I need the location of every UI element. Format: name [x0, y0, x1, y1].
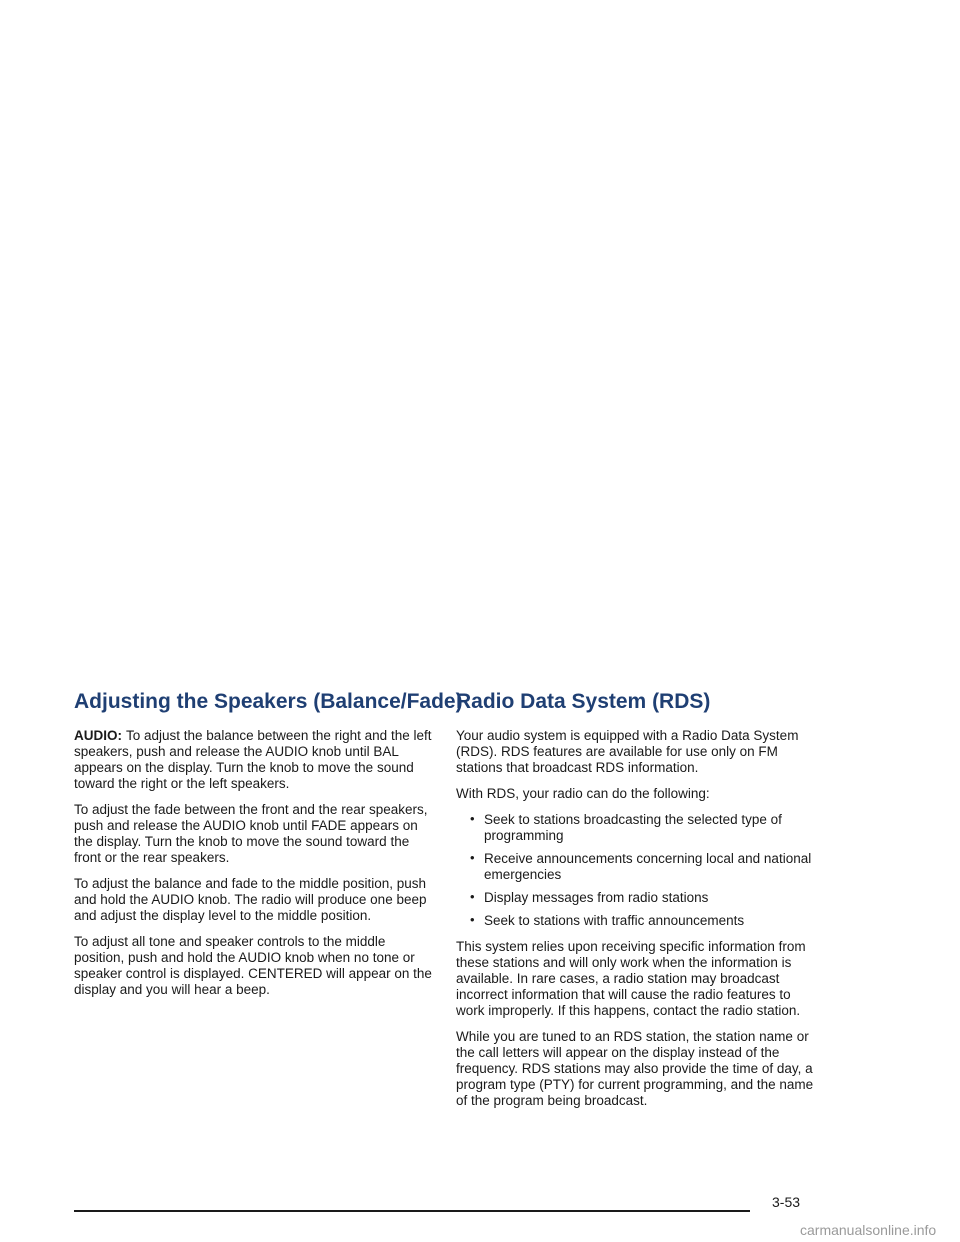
paragraph-middle-position: To adjust the balance and fade to the middle position, push and hold the AUDIO knob. The radio will produce one beep and adjust the display level to the middle position. — [74, 876, 427, 923]
paragraph-audio-balance — [74, 728, 436, 792]
footer-rule — [74, 1210, 750, 1212]
bullet-icon: • — [470, 912, 475, 927]
paragraph-text: To adjust the balance between the right and the left speakers, push and release the AUDIO knob until BAL appears on the display. Turn the knob to move the sound toward the right or the left speakers. — [74, 728, 432, 791]
list-item: • Display messages from radio stations — [470, 889, 709, 905]
paragraph-rds-reliance: This system relies upon receiving specific information from these stations and will only work when the information is available. In rare cases, a radio station may broadcast incorrect information that will cause the radio features to work improperly. If this happens, contact the radio station. — [456, 939, 806, 1018]
page-number: 3-53 — [772, 1194, 801, 1210]
list-item: • Receive announcements concerning local and national emergencies — [470, 850, 812, 882]
paragraph-rds-features-intro: With RDS, your radio can do the following: — [456, 786, 710, 801]
paragraph-rds-intro: Your audio system is equipped with a Radio Data System (RDS). RDS features are available for use only on FM stations that broadcast RDS information. — [456, 728, 799, 775]
section-heading-rds: Radio Data System (RDS) — [456, 690, 711, 713]
left-column — [74, 690, 463, 1008]
paragraph-fade: To adjust the fade between the front and the rear speakers, push and release the AUDIO knob until FADE appears on the display. Turn the knob to move the sound toward the front or the rear speakers. — [74, 802, 428, 865]
lead-label-audio: AUDIO: — [74, 728, 122, 743]
paragraph-centered: To adjust all tone and speaker controls to the middle position, push and hold the AUDIO knob when no tone or speaker control is displayed. CENTERED will appear on the display and you will hear a beep. — [74, 934, 432, 997]
list-item: • Seek to stations broadcasting the selected type of programming — [470, 811, 782, 843]
section-heading-balance-fade: Adjusting the Speakers (Balance/Fade) — [74, 690, 463, 713]
bullet-icon: • — [470, 850, 475, 865]
right-column — [456, 690, 818, 1119]
rds-feature-list — [456, 812, 818, 929]
paragraph-rds-display: While you are tuned to an RDS station, the station name or the call letters will appear on the display instead of the frequency. RDS stations may also provide the time of day, a program type (PTY) for current programming, and the name of the program being broadcast. — [456, 1029, 814, 1108]
bullet-icon: • — [470, 889, 475, 904]
bullet-icon: • — [470, 811, 475, 826]
watermark-text: carmanualsonline.info — [800, 1222, 937, 1238]
list-item: • Seek to stations with traffic announcements — [470, 912, 745, 928]
